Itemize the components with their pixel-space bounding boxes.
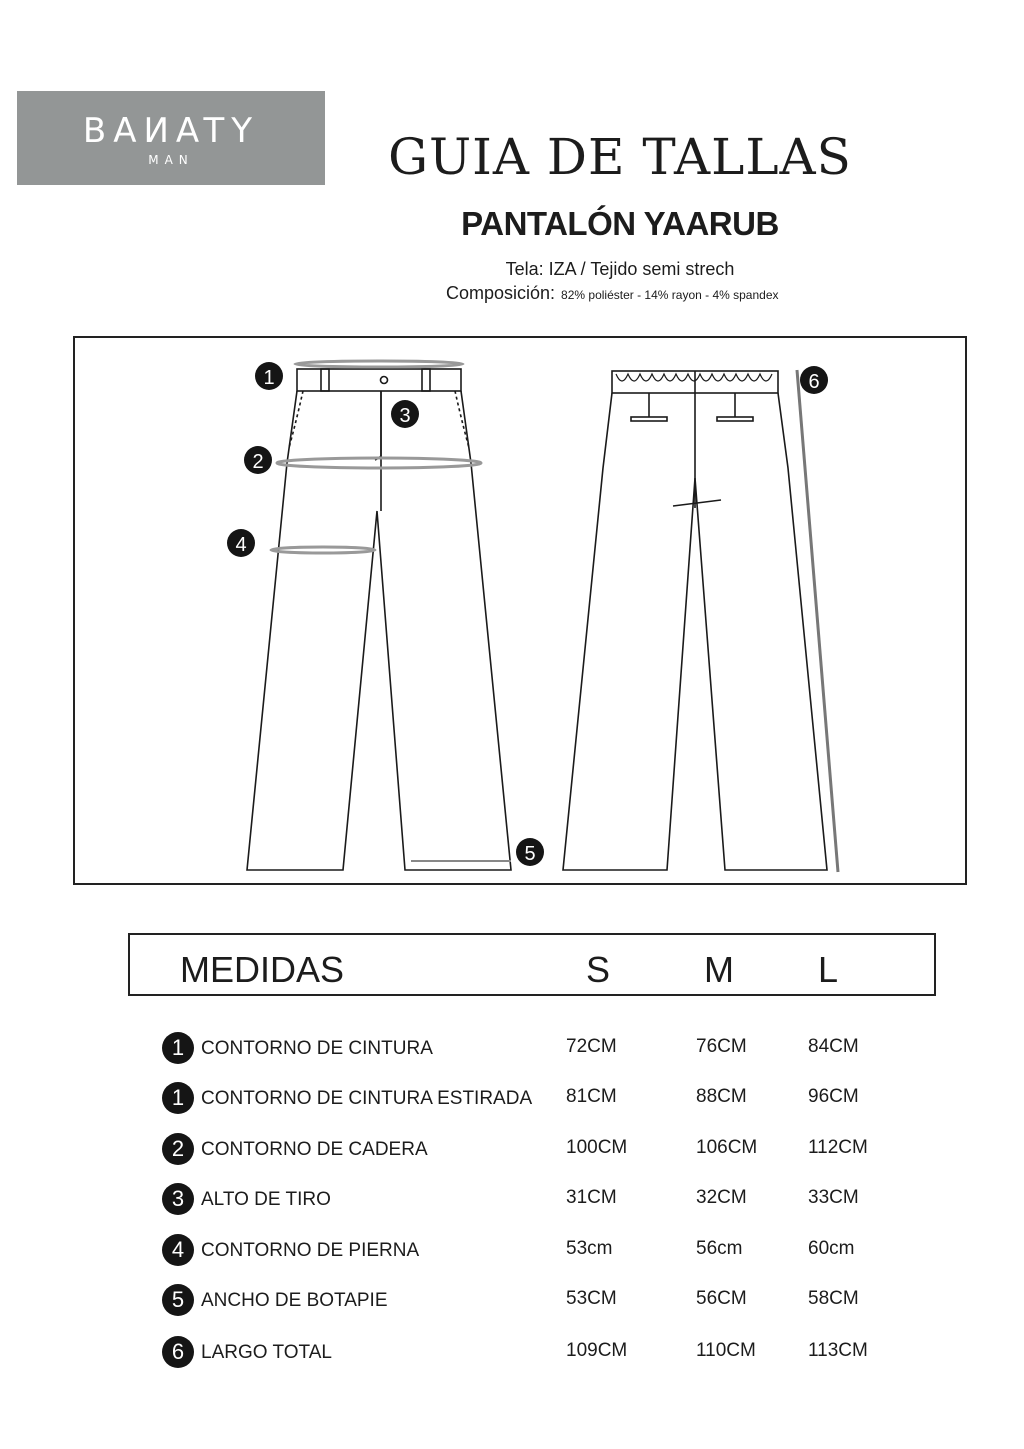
brand-subline: MAN	[148, 153, 194, 167]
table-row	[0, 1183, 1024, 1223]
back-pants-drawing	[563, 370, 838, 872]
value-s: 100CM	[566, 1137, 628, 1158]
diagram-markers	[227, 362, 828, 866]
table-row	[0, 1133, 1024, 1173]
brand-logo	[17, 91, 325, 185]
composition-label: Composición:	[446, 283, 556, 303]
marker-5: 5	[524, 843, 536, 865]
row-label: CONTORNO DE CADERA	[201, 1139, 428, 1160]
composition-value: 82% poliéster - 14% rayon - 4% spandex	[561, 288, 779, 302]
row-label: CONTORNO DE PIERNA	[201, 1240, 420, 1261]
value-s: 81CM	[566, 1086, 617, 1107]
value-s: 53CM	[566, 1288, 617, 1309]
marker-6: 6	[808, 371, 820, 393]
value-m: 76CM	[696, 1036, 747, 1057]
row-number-badge: 1	[162, 1082, 194, 1114]
table-row	[0, 1234, 1024, 1274]
value-l: 60cm	[808, 1238, 855, 1259]
value-l: 58CM	[808, 1288, 859, 1309]
page-title: GUIA DE TALLAS	[388, 128, 852, 186]
front-pants-drawing	[247, 369, 511, 870]
value-l: 96CM	[808, 1086, 859, 1107]
garment-diagram	[73, 336, 967, 885]
table-row	[0, 1284, 1024, 1324]
row-label: LARGO TOTAL	[201, 1342, 332, 1363]
marker-2: 2	[252, 451, 264, 473]
row-number-badge: 1	[162, 1032, 194, 1064]
value-s: 72CM	[566, 1036, 617, 1057]
size-m-heading: M	[704, 949, 734, 990]
value-s: 109CM	[566, 1340, 628, 1361]
value-m: 56cm	[696, 1238, 743, 1259]
row-number-badge: 6	[162, 1336, 194, 1368]
value-m: 110CM	[696, 1340, 756, 1361]
row-number-badge: 3	[162, 1183, 194, 1215]
table-row	[0, 1032, 1024, 1072]
product-name: PANTALÓN YAARUB	[461, 205, 779, 242]
value-s: 31CM	[566, 1187, 617, 1208]
value-l: 113CM	[808, 1340, 868, 1361]
value-m: 88CM	[696, 1086, 747, 1107]
size-l-heading: L	[818, 949, 839, 990]
value-l: 84CM	[808, 1036, 859, 1057]
value-m: 32CM	[696, 1187, 747, 1208]
row-label: CONTORNO DE CINTURA	[201, 1038, 433, 1059]
measures-heading: MEDIDAS	[180, 949, 345, 990]
row-number-badge: 2	[162, 1133, 194, 1165]
size-s-heading: S	[586, 949, 611, 990]
marker-4: 4	[235, 534, 247, 556]
composition-info	[446, 283, 779, 304]
value-l: 33CM	[808, 1187, 859, 1208]
fabric-info: Tela: IZA / Tejido semi strech	[505, 259, 735, 279]
value-s: 53cm	[566, 1238, 613, 1259]
size-table-header	[128, 933, 936, 996]
row-number-badge: 4	[162, 1234, 194, 1266]
row-number-badge: 5	[162, 1284, 194, 1316]
marker-3: 3	[399, 405, 411, 427]
row-label: ANCHO DE BOTAPIE	[201, 1290, 388, 1311]
table-row	[0, 1082, 1024, 1122]
value-l: 112CM	[808, 1137, 868, 1158]
table-row	[0, 1336, 1024, 1376]
value-m: 56CM	[696, 1288, 747, 1309]
value-m: 106CM	[696, 1137, 758, 1158]
row-label: CONTORNO DE CINTURA ESTIRADA	[201, 1088, 533, 1109]
pants-illustration	[75, 338, 969, 887]
row-label: ALTO DE TIRO	[201, 1189, 331, 1210]
marker-1: 1	[263, 367, 275, 389]
brand-name: BAИATY	[82, 111, 260, 151]
